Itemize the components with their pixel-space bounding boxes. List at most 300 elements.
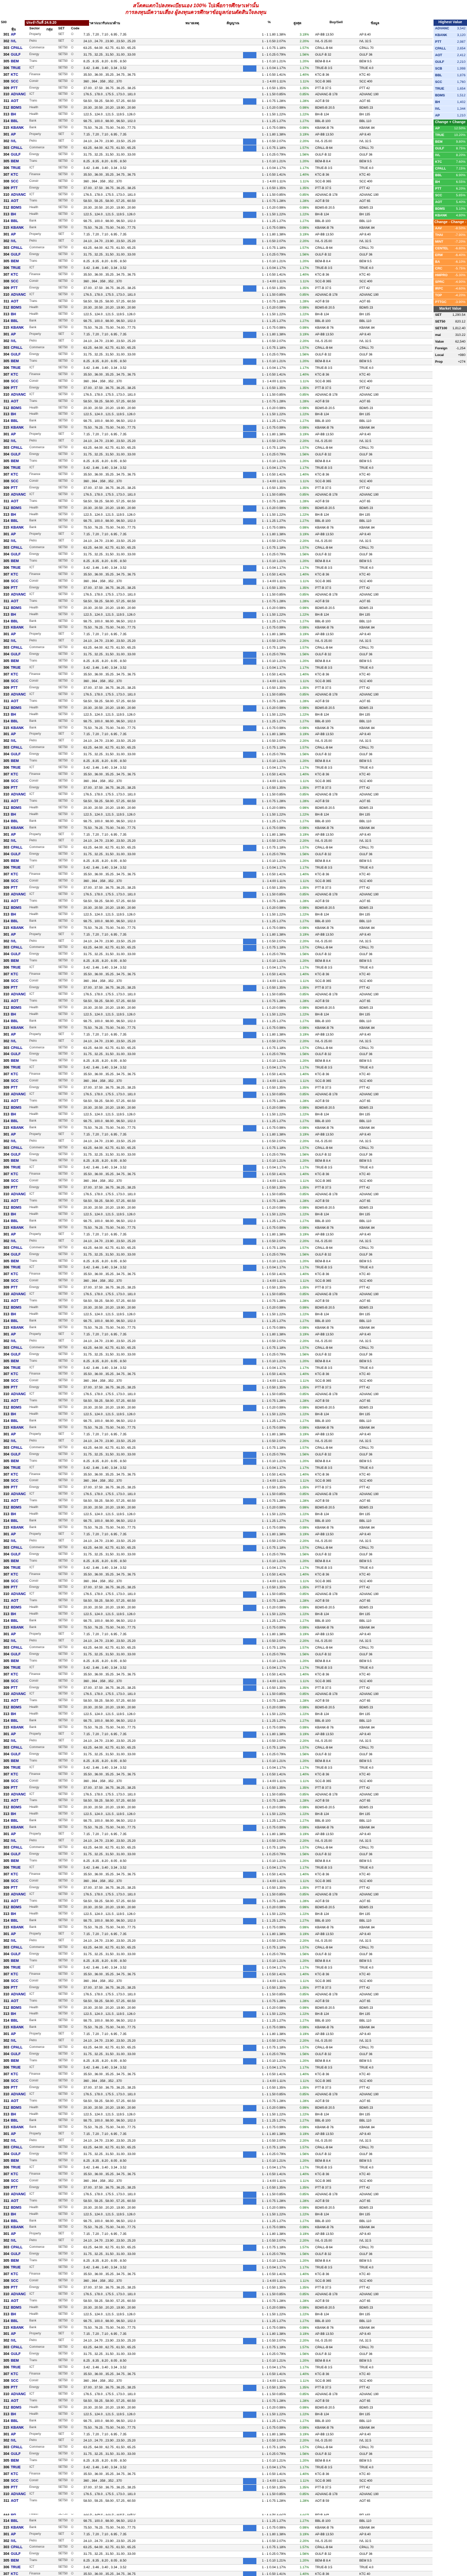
table-row[interactable] bbox=[0, 699, 433, 705]
table-row[interactable] bbox=[0, 1878, 433, 1885]
table-row[interactable] bbox=[0, 1478, 433, 1485]
table-row[interactable] bbox=[0, 1198, 433, 1205]
table-row[interactable] bbox=[0, 1045, 433, 1052]
table-row[interactable] bbox=[0, 52, 433, 59]
table-row[interactable] bbox=[0, 32, 433, 39]
table-row[interactable] bbox=[0, 572, 433, 579]
table-row[interactable] bbox=[0, 1778, 433, 1785]
table-row[interactable] bbox=[0, 1745, 433, 1752]
table-row[interactable] bbox=[0, 1432, 433, 1438]
table-row[interactable] bbox=[0, 692, 433, 699]
table-row[interactable] bbox=[0, 1525, 433, 1532]
table-row[interactable] bbox=[0, 865, 433, 872]
table-row[interactable] bbox=[0, 1645, 433, 1652]
table-row[interactable] bbox=[0, 892, 433, 899]
high-cell: 1.35% bbox=[288, 385, 309, 392]
table-row[interactable] bbox=[0, 1618, 433, 1625]
table-row[interactable] bbox=[0, 1338, 433, 1345]
table-row[interactable] bbox=[0, 1792, 433, 1799]
table-row[interactable] bbox=[0, 299, 433, 306]
table-row[interactable] bbox=[0, 1892, 433, 1899]
table-row[interactable] bbox=[0, 1532, 433, 1538]
buysell-cell: TRUE-B 3.5 bbox=[315, 565, 356, 571]
table-row[interactable] bbox=[0, 145, 433, 152]
table-row[interactable] bbox=[0, 658, 433, 665]
table-row[interactable] bbox=[0, 218, 433, 225]
table-row[interactable] bbox=[0, 825, 433, 832]
price-levels-cell: 75.50 , 76.25 , 75.00 , 74.00 , 77.75 bbox=[83, 1725, 167, 1731]
table-row[interactable] bbox=[0, 39, 433, 45]
table-row[interactable] bbox=[0, 579, 433, 585]
table-row[interactable] bbox=[0, 605, 433, 612]
table-row[interactable] bbox=[0, 552, 433, 558]
table-row[interactable] bbox=[0, 1459, 433, 1465]
table-row[interactable] bbox=[0, 765, 433, 772]
table-row[interactable] bbox=[0, 1852, 433, 1858]
table-row[interactable] bbox=[0, 1145, 433, 1152]
table-row[interactable] bbox=[0, 858, 433, 865]
table-row[interactable] bbox=[0, 772, 433, 778]
table-row[interactable] bbox=[0, 992, 433, 998]
table-row[interactable] bbox=[0, 1285, 433, 1292]
table-row[interactable] bbox=[0, 1579, 433, 1585]
table-row[interactable] bbox=[0, 1785, 433, 1792]
table-row[interactable] bbox=[0, 638, 433, 645]
table-row[interactable] bbox=[0, 905, 433, 912]
table-row[interactable] bbox=[0, 1139, 433, 1145]
table-row[interactable] bbox=[0, 1485, 433, 1492]
table-row[interactable] bbox=[0, 1652, 433, 1658]
table-row[interactable] bbox=[0, 1865, 433, 1872]
table-row[interactable] bbox=[0, 1758, 433, 1765]
table-row[interactable] bbox=[0, 1085, 433, 1092]
table-row[interactable] bbox=[0, 279, 433, 285]
table-row[interactable] bbox=[0, 1425, 433, 1432]
table-row[interactable] bbox=[0, 132, 433, 139]
table-row[interactable] bbox=[0, 259, 433, 265]
table-row[interactable] bbox=[0, 1832, 433, 1838]
symbol-cell: CPALL bbox=[11, 245, 29, 251]
table-row[interactable] bbox=[0, 1305, 433, 1312]
table-row[interactable] bbox=[0, 599, 433, 605]
table-row[interactable] bbox=[0, 712, 433, 719]
table-row[interactable] bbox=[0, 952, 433, 958]
table-row[interactable] bbox=[0, 965, 433, 972]
table-row[interactable] bbox=[0, 565, 433, 572]
table-row[interactable] bbox=[0, 1352, 433, 1359]
table-row[interactable] bbox=[0, 1032, 433, 1039]
table-row[interactable] bbox=[0, 185, 433, 192]
table-row[interactable] bbox=[0, 812, 433, 819]
table-row[interactable] bbox=[0, 65, 433, 72]
table-row[interactable] bbox=[0, 1725, 433, 1732]
table-row[interactable] bbox=[0, 98, 433, 105]
table-row[interactable] bbox=[0, 1612, 433, 1618]
table-row[interactable] bbox=[0, 198, 433, 205]
table-row[interactable] bbox=[0, 1825, 433, 1832]
table-row[interactable] bbox=[0, 1718, 433, 1725]
table-row[interactable] bbox=[0, 672, 433, 679]
table-row[interactable] bbox=[0, 1052, 433, 1058]
table-row[interactable] bbox=[0, 872, 433, 878]
table-row[interactable] bbox=[0, 1498, 433, 1505]
table-row[interactable] bbox=[0, 245, 433, 252]
table-row[interactable] bbox=[0, 545, 433, 552]
table-row[interactable] bbox=[0, 1359, 433, 1365]
table-row[interactable] bbox=[0, 1685, 433, 1692]
table-row[interactable] bbox=[0, 105, 433, 112]
set-cell: SET50 bbox=[58, 1165, 71, 1171]
table-row[interactable] bbox=[0, 745, 433, 752]
table-row[interactable] bbox=[0, 1152, 433, 1159]
table-row[interactable] bbox=[0, 1691, 433, 1698]
table-row[interactable] bbox=[0, 265, 433, 272]
table-row[interactable] bbox=[0, 1205, 433, 1212]
table-row[interactable] bbox=[0, 1325, 433, 1332]
table-row[interactable] bbox=[0, 978, 433, 985]
table-row[interactable] bbox=[0, 1679, 433, 1685]
table-row[interactable] bbox=[0, 832, 433, 839]
table-row[interactable] bbox=[0, 532, 433, 538]
table-row[interactable] bbox=[0, 632, 433, 638]
table-row[interactable] bbox=[0, 1112, 433, 1118]
table-row[interactable] bbox=[0, 1445, 433, 1452]
table-row[interactable] bbox=[0, 538, 433, 545]
table-row[interactable] bbox=[0, 459, 433, 465]
table-row[interactable] bbox=[0, 512, 433, 519]
table-row[interactable] bbox=[0, 252, 433, 259]
table-row[interactable] bbox=[0, 1672, 433, 1679]
table-row[interactable] bbox=[0, 445, 433, 452]
change-cell: 1 - 1 0.10 1.21% bbox=[257, 159, 286, 165]
table-row[interactable] bbox=[0, 59, 433, 65]
table-row[interactable] bbox=[0, 272, 433, 279]
table-row[interactable] bbox=[0, 1365, 433, 1372]
table-row[interactable] bbox=[0, 1811, 433, 1818]
table-row[interactable] bbox=[0, 1105, 433, 1112]
table-row[interactable] bbox=[0, 758, 433, 765]
table-row[interactable] bbox=[0, 1838, 433, 1845]
table-row[interactable] bbox=[0, 212, 433, 218]
table-row[interactable] bbox=[0, 1239, 433, 1245]
table-row[interactable] bbox=[0, 165, 433, 172]
table-row[interactable] bbox=[0, 1918, 433, 1925]
table-row[interactable] bbox=[0, 485, 433, 492]
table-row[interactable] bbox=[0, 479, 433, 485]
table-row[interactable] bbox=[0, 1512, 433, 1518]
table-row[interactable] bbox=[0, 1905, 433, 1911]
table-row[interactable] bbox=[0, 725, 433, 732]
table-row[interactable] bbox=[0, 1899, 433, 1905]
table-row[interactable] bbox=[0, 1272, 433, 1278]
table-row[interactable] bbox=[0, 1438, 433, 1445]
table-row[interactable] bbox=[0, 732, 433, 738]
table-row[interactable] bbox=[0, 1538, 433, 1545]
table-row[interactable] bbox=[0, 838, 433, 845]
table-row[interactable] bbox=[0, 972, 433, 978]
table-row[interactable] bbox=[0, 1125, 433, 1132]
table-row[interactable] bbox=[0, 1378, 433, 1385]
table-row[interactable] bbox=[0, 1025, 433, 1032]
table-row[interactable] bbox=[0, 1332, 433, 1338]
table-row[interactable] bbox=[0, 352, 433, 359]
table-row[interactable] bbox=[0, 785, 433, 792]
table-row[interactable] bbox=[0, 1318, 433, 1325]
signal-marker bbox=[243, 452, 256, 458]
table-row[interactable] bbox=[0, 205, 433, 212]
table-row[interactable] bbox=[0, 1638, 433, 1645]
table-row[interactable] bbox=[0, 1192, 433, 1198]
table-row[interactable] bbox=[0, 1711, 433, 1718]
table-row[interactable] bbox=[0, 592, 433, 599]
table-row[interactable] bbox=[0, 159, 433, 165]
table-row[interactable] bbox=[0, 225, 433, 232]
table-row[interactable] bbox=[0, 612, 433, 619]
table-row[interactable] bbox=[0, 1585, 433, 1591]
table-row[interactable] bbox=[0, 1265, 433, 1272]
table-row[interactable] bbox=[0, 685, 433, 692]
table-row[interactable] bbox=[0, 912, 433, 919]
table-row[interactable] bbox=[0, 1598, 433, 1605]
table-row[interactable] bbox=[0, 139, 433, 145]
info-cell: BDMS 23 bbox=[359, 1005, 390, 1011]
table-row[interactable] bbox=[0, 1278, 433, 1285]
table-row[interactable] bbox=[0, 152, 433, 159]
table-row[interactable] bbox=[0, 799, 433, 805]
table-row[interactable] bbox=[0, 452, 433, 459]
table-row[interactable] bbox=[0, 1632, 433, 1638]
table-row[interactable] bbox=[0, 1732, 433, 1738]
table-row[interactable] bbox=[0, 1252, 433, 1259]
table-row[interactable] bbox=[0, 399, 433, 405]
table-row[interactable] bbox=[0, 1591, 433, 1598]
table-row[interactable] bbox=[0, 1385, 433, 1392]
table-row[interactable] bbox=[0, 92, 433, 98]
table-row[interactable] bbox=[0, 305, 433, 312]
table-row[interactable] bbox=[0, 1158, 433, 1165]
table-row[interactable] bbox=[0, 1858, 433, 1865]
table-row[interactable] bbox=[0, 525, 433, 532]
table-row[interactable] bbox=[0, 345, 433, 352]
table-row[interactable] bbox=[0, 1885, 433, 1892]
table-row[interactable] bbox=[0, 1398, 433, 1405]
table-row[interactable] bbox=[0, 665, 433, 672]
table-row[interactable] bbox=[0, 945, 433, 952]
table-row[interactable] bbox=[0, 1039, 433, 1045]
table-row[interactable] bbox=[0, 405, 433, 412]
table-row[interactable] bbox=[0, 1665, 433, 1672]
table-row[interactable] bbox=[0, 1005, 433, 1012]
table-row[interactable] bbox=[0, 1845, 433, 1852]
table-row[interactable] bbox=[0, 318, 433, 325]
table-row[interactable] bbox=[0, 1572, 433, 1579]
table-row[interactable] bbox=[0, 805, 433, 812]
table-row[interactable] bbox=[0, 118, 433, 125]
table-row[interactable] bbox=[0, 1072, 433, 1078]
table-row[interactable] bbox=[0, 292, 433, 299]
change-cell: 1 - 1 0.20 0.99% bbox=[257, 905, 286, 911]
table-row[interactable] bbox=[0, 939, 433, 945]
table-row[interactable] bbox=[0, 392, 433, 399]
table-row[interactable] bbox=[0, 1658, 433, 1665]
table-row[interactable] bbox=[0, 719, 433, 725]
table-row[interactable] bbox=[0, 312, 433, 318]
table-row[interactable] bbox=[0, 425, 433, 432]
buysell-cell: BDMS-B 20.5 bbox=[315, 2105, 356, 2111]
table-row[interactable] bbox=[0, 899, 433, 905]
table-row[interactable] bbox=[0, 112, 433, 118]
table-row[interactable] bbox=[0, 1058, 433, 1065]
table-row[interactable] bbox=[0, 652, 433, 658]
table-row[interactable] bbox=[0, 1605, 433, 1612]
table-row[interactable] bbox=[0, 379, 433, 385]
table-row[interactable] bbox=[0, 585, 433, 592]
table-row[interactable] bbox=[0, 1465, 433, 1472]
table-row[interactable] bbox=[0, 1165, 433, 1172]
table-row[interactable] bbox=[0, 985, 433, 992]
table-row[interactable] bbox=[0, 738, 433, 745]
table-row[interactable] bbox=[0, 1552, 433, 1558]
table-row[interactable] bbox=[0, 1698, 433, 1705]
table-row[interactable] bbox=[0, 179, 433, 185]
table-row[interactable] bbox=[0, 72, 433, 79]
table-row[interactable] bbox=[0, 792, 433, 799]
table-row[interactable] bbox=[0, 79, 433, 86]
table-row[interactable] bbox=[0, 499, 433, 505]
table-row[interactable] bbox=[0, 1312, 433, 1318]
table-row[interactable] bbox=[0, 1705, 433, 1711]
table-row[interactable] bbox=[0, 1472, 433, 1479]
table-row[interactable] bbox=[0, 1818, 433, 1825]
table-row[interactable] bbox=[0, 778, 433, 785]
table-row[interactable] bbox=[0, 1805, 433, 1811]
table-row[interactable] bbox=[0, 1772, 433, 1778]
table-row[interactable] bbox=[0, 998, 433, 1005]
table-row[interactable] bbox=[0, 679, 433, 685]
table-row[interactable] bbox=[0, 885, 433, 892]
table-row[interactable] bbox=[0, 1412, 433, 1418]
table-row[interactable] bbox=[0, 192, 433, 199]
table-row[interactable] bbox=[0, 325, 433, 332]
signal-marker bbox=[243, 252, 256, 258]
table-row[interactable] bbox=[0, 232, 433, 239]
table-row[interactable] bbox=[0, 1492, 433, 1498]
table-row[interactable] bbox=[0, 1178, 433, 1185]
table-row[interactable] bbox=[0, 819, 433, 825]
table-row[interactable] bbox=[0, 1078, 433, 1085]
table-row[interactable] bbox=[0, 958, 433, 965]
table-row[interactable] bbox=[0, 418, 433, 425]
table-row[interactable] bbox=[0, 1232, 433, 1239]
table-row[interactable] bbox=[0, 645, 433, 652]
table-row[interactable] bbox=[0, 1019, 433, 1025]
table-row[interactable] bbox=[0, 705, 433, 712]
table-row[interactable] bbox=[0, 878, 433, 885]
table-row[interactable] bbox=[0, 285, 433, 292]
table-row[interactable] bbox=[0, 919, 433, 925]
table-row[interactable] bbox=[0, 1405, 433, 1412]
table-row[interactable] bbox=[0, 1558, 433, 1565]
table-row[interactable] bbox=[0, 45, 433, 52]
table-row[interactable] bbox=[0, 1911, 433, 1918]
table-row[interactable] bbox=[0, 1798, 433, 1805]
table-row[interactable] bbox=[0, 332, 433, 338]
table-row[interactable] bbox=[0, 385, 433, 392]
table-row[interactable] bbox=[0, 625, 433, 632]
table-row[interactable] bbox=[0, 1225, 433, 1232]
table-row[interactable] bbox=[0, 845, 433, 852]
table-row[interactable] bbox=[0, 1505, 433, 1512]
table-row[interactable] bbox=[0, 1259, 433, 1265]
table-row[interactable] bbox=[0, 1545, 433, 1552]
table-row[interactable] bbox=[0, 1418, 433, 1425]
table-row[interactable] bbox=[0, 239, 433, 245]
table-row[interactable] bbox=[0, 518, 433, 525]
info-cell: AP 8.40 bbox=[359, 432, 390, 438]
table-row[interactable] bbox=[0, 432, 433, 438]
table-row[interactable] bbox=[0, 1118, 433, 1125]
table-row[interactable] bbox=[0, 1245, 433, 1252]
table-row[interactable] bbox=[0, 1172, 433, 1178]
table-row[interactable] bbox=[0, 1098, 433, 1105]
table-row[interactable] bbox=[0, 619, 433, 625]
table-row[interactable] bbox=[0, 472, 433, 479]
set-cell: SET50 bbox=[58, 1672, 71, 1678]
buysell-cell: GULF-B 32 bbox=[315, 1052, 356, 1058]
table-row[interactable] bbox=[0, 1738, 433, 1745]
table-row[interactable] bbox=[0, 1298, 433, 1305]
table-row[interactable] bbox=[0, 1012, 433, 1019]
table-row[interactable] bbox=[0, 1218, 433, 1225]
table-row[interactable] bbox=[0, 465, 433, 472]
table-row[interactable] bbox=[0, 752, 433, 758]
table-row[interactable] bbox=[0, 338, 433, 345]
table-row[interactable] bbox=[0, 1752, 433, 1758]
table-row[interactable] bbox=[0, 558, 433, 565]
table-row[interactable] bbox=[0, 1518, 433, 1525]
table-row[interactable] bbox=[0, 1765, 433, 1772]
table-row[interactable] bbox=[0, 412, 433, 418]
table-row[interactable] bbox=[0, 1212, 433, 1218]
table-row[interactable] bbox=[0, 1565, 433, 1572]
table-row[interactable] bbox=[0, 1452, 433, 1459]
price-levels-cell: 37.00 , 37.50 , 36.75 , 36.25 , 38.25 bbox=[83, 1185, 167, 1191]
table-row[interactable] bbox=[0, 505, 433, 512]
table-row[interactable] bbox=[0, 172, 433, 179]
table-row[interactable] bbox=[0, 1065, 433, 1072]
table-row[interactable] bbox=[0, 125, 433, 132]
table-row[interactable] bbox=[0, 925, 433, 932]
table-row[interactable] bbox=[0, 1625, 433, 1632]
table-row[interactable] bbox=[0, 1292, 433, 1298]
table-row[interactable] bbox=[0, 1392, 433, 1398]
high-cell: 1.27% bbox=[288, 218, 309, 225]
table-row[interactable] bbox=[0, 359, 433, 365]
table-row[interactable] bbox=[0, 86, 433, 92]
table-row[interactable] bbox=[0, 1185, 433, 1192]
table-row[interactable] bbox=[0, 1872, 433, 1878]
table-row[interactable] bbox=[0, 932, 433, 939]
table-row[interactable] bbox=[0, 372, 433, 379]
table-row[interactable] bbox=[0, 1132, 433, 1139]
table-row[interactable] bbox=[0, 1345, 433, 1352]
table-row[interactable] bbox=[0, 1371, 433, 1378]
table-row[interactable] bbox=[0, 1092, 433, 1098]
table-row[interactable] bbox=[0, 492, 433, 499]
table-row[interactable] bbox=[0, 852, 433, 858]
table-row[interactable] bbox=[0, 438, 433, 445]
table-row[interactable] bbox=[0, 365, 433, 372]
